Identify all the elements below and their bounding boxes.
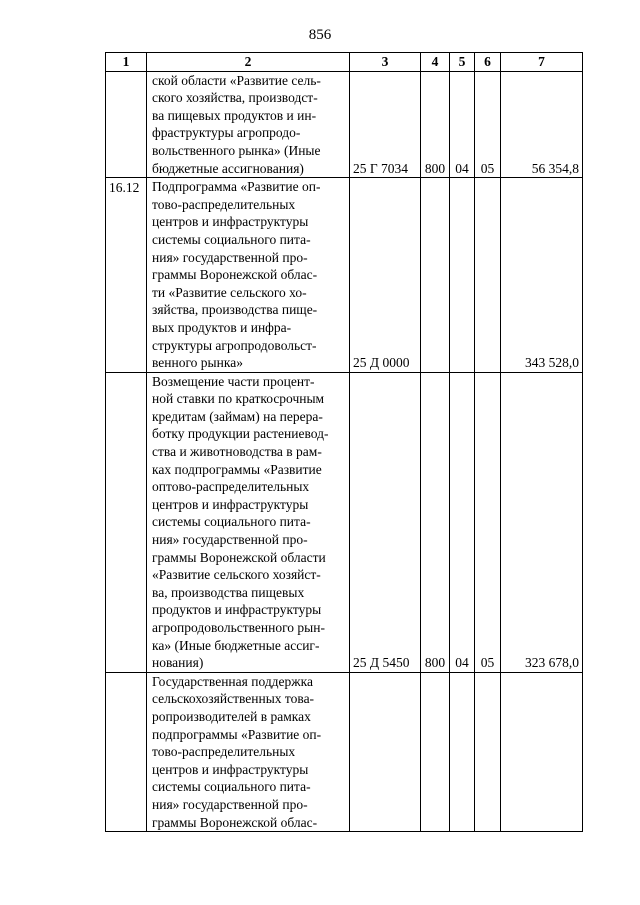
header-col-4: 4 (421, 53, 450, 72)
row-amount: 56 354,8 (501, 71, 583, 178)
row-col-4: 800 (421, 372, 450, 672)
row-col-6: 05 (475, 372, 501, 672)
row-col-5 (450, 178, 475, 373)
row-code (350, 672, 421, 831)
budget-table (105, 52, 583, 832)
header-row (106, 53, 583, 72)
row-amount (501, 672, 583, 831)
row-col-6: 05 (475, 71, 501, 178)
header-col-5: 5 (450, 53, 475, 72)
row-number (106, 71, 147, 178)
row-description: Возмещение части процент- ной ставки по краткосрочным кредитам (займам) на перера- ботку продукции растениевод- ства и животноводства в рам- ках подпрограммы «Развитие оптово-распределительных центров и инфраструктуры системы социального пита- ния» государственной про- граммы Воронежской области «Развитие сельского хозяйст- ва, производства пищевых продуктов и инфраструктуры агропродовольственного рын- ка» (Иные бюджетные ассиг- нования) (147, 372, 350, 672)
row-description: Государственная поддержка сельскохозяйственных това- ропроизводителей в рамках подпрограммы «Развитие оп- тово-распределительных центров и инфраструктуры системы социального пита- ния» государственной про- граммы Воронежской облас- (147, 672, 350, 831)
row-description: Подпрограмма «Развитие оп- тово-распределительных центров и инфраструктуры системы социального пита- ния» государственной про- граммы Воронежской облас- ти «Развитие сельского хо- зяйства, производства пище- вых продуктов и инфра- структуры агропродовольст- венного рынка» (147, 178, 350, 373)
row-amount: 343 528,0 (501, 178, 583, 373)
row-number (106, 372, 147, 672)
row-col-6 (475, 178, 501, 373)
header-col-3: 3 (350, 53, 421, 72)
row-col-5 (450, 672, 475, 831)
row-number: 16.12 (106, 178, 147, 373)
row-number (106, 672, 147, 831)
page-number: 856 (308, 27, 332, 43)
table-row (106, 71, 583, 178)
header-col-2: 2 (147, 53, 350, 72)
header-col-1: 1 (106, 53, 147, 72)
header-col-6: 6 (475, 53, 501, 72)
row-col-5: 04 (450, 71, 475, 178)
header-col-7: 7 (501, 53, 583, 72)
row-col-4 (421, 178, 450, 373)
row-code: 25 Д 5450 (350, 372, 421, 672)
table-row (106, 372, 583, 672)
row-code: 25 Д 0000 (350, 178, 421, 373)
row-amount: 323 678,0 (501, 372, 583, 672)
row-col-5: 04 (450, 372, 475, 672)
row-code: 25 Г 7034 (350, 71, 421, 178)
table-row (106, 178, 583, 373)
row-col-4: 800 (421, 71, 450, 178)
row-description: ской области «Развитие сель- ского хозяйства, производст- ва пищевых продуктов и ин- фраструктуры агропродо- вольственного рынка» (Иные бюджетные ассигнования) (147, 71, 350, 178)
row-col-6 (475, 672, 501, 831)
row-col-4 (421, 672, 450, 831)
table-row (106, 672, 583, 831)
